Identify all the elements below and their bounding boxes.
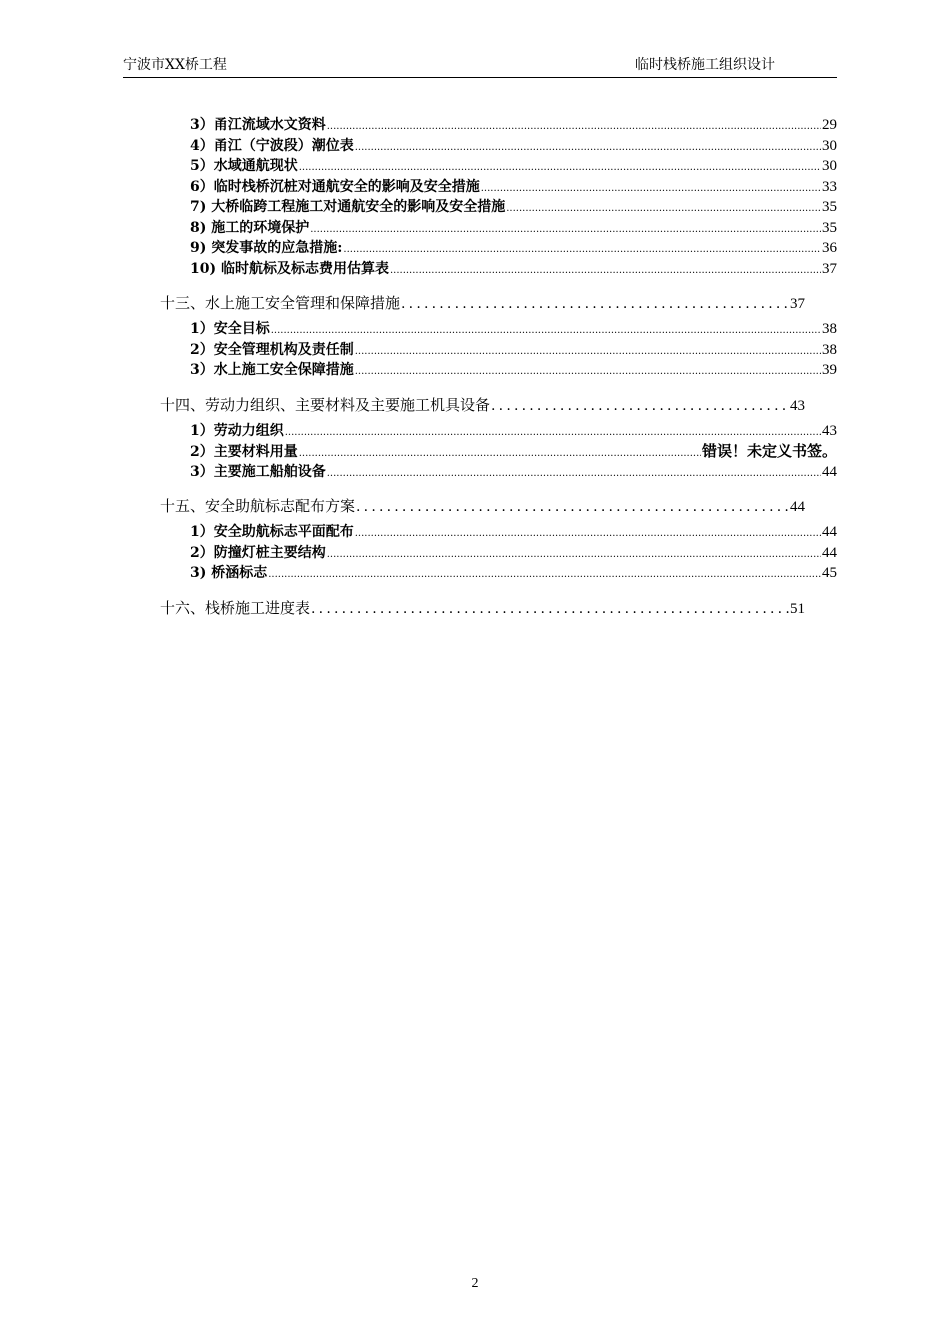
toc-entry-page: 30	[822, 158, 837, 174]
toc-entry[interactable]	[150, 360, 837, 381]
toc-leader-dots	[327, 464, 821, 485]
toc-section-label: 十三、水上施工安全管理和保障措施	[160, 294, 401, 312]
toc-entry-page: 37	[822, 260, 837, 277]
toc-entry[interactable]	[150, 462, 837, 483]
toc-leader-dots	[401, 292, 789, 316]
toc-entry-label: 7) 大桥临跨工程施工对通航安全的影响及安全措施	[190, 199, 506, 215]
toc-section-label: 十六、栈桥施工进度表	[160, 598, 311, 617]
toc-leader-dots	[356, 495, 789, 519]
toc-entry-page: 29	[822, 117, 837, 133]
toc-leader-dots	[327, 117, 821, 138]
toc-entry-page: 36	[822, 240, 837, 256]
toc-entry-label: 2）防撞灯桩主要结构	[190, 544, 326, 561]
toc-entry[interactable]	[150, 522, 837, 543]
toc-entry-label: 9) 突发事故的应急措施:	[190, 240, 343, 256]
toc-entry-label: 4）甬江（宁波段）潮位表	[190, 137, 354, 154]
toc-section-page: 51	[790, 600, 805, 617]
table-of-contents	[150, 115, 837, 624]
toc-entry-label: 1）安全助航标志平面配布	[190, 524, 354, 540]
toc-leader-dots	[271, 321, 821, 342]
toc-entry-label: 1）安全目标	[190, 321, 270, 337]
toc-section-label: 十四、劳动力组织、主要材料及主要施工机具设备	[160, 395, 491, 414]
toc-entry-label: 6）临时栈桥沉桩对通航安全的影响及安全措施	[190, 178, 480, 195]
toc-leader-dots	[355, 362, 821, 383]
toc-leader-dots	[491, 394, 789, 418]
toc-entry[interactable]	[150, 340, 837, 361]
toc-section-page: 43	[790, 397, 805, 414]
toc-entry-label: 2）安全管理机构及责任制	[190, 341, 354, 358]
toc-leader-dots	[285, 423, 821, 444]
toc-leader-dots	[299, 444, 701, 465]
header-project-title: 宁波市XX桥工程	[123, 57, 227, 73]
toc-entry[interactable]	[150, 259, 837, 280]
toc-leader-dots	[343, 240, 821, 261]
page-number: 2	[471, 1276, 479, 1291]
toc-entry[interactable]	[150, 197, 837, 218]
toc-entry-page: 39	[822, 362, 837, 378]
toc-section-14[interactable]	[150, 393, 805, 417]
toc-leader-dots	[311, 597, 789, 621]
toc-leader-dots	[299, 158, 821, 179]
toc-entry-page: 35	[822, 199, 837, 215]
toc-entry-label: 1）劳动力组织	[190, 422, 284, 439]
toc-leader-dots	[268, 565, 821, 586]
toc-leader-dots	[355, 138, 821, 159]
toc-section-page: 37	[790, 296, 805, 312]
toc-section-16[interactable]	[150, 596, 805, 620]
toc-leader-dots	[481, 179, 821, 200]
toc-entry[interactable]	[150, 563, 837, 584]
toc-entry[interactable]	[150, 218, 837, 239]
toc-section-page: 44	[790, 499, 805, 515]
toc-leader-dots	[506, 199, 821, 220]
toc-section-15[interactable]	[150, 494, 805, 518]
page-header	[123, 56, 837, 78]
toc-entry-label: 3）主要施工船舶设备	[190, 463, 326, 480]
toc-entry[interactable]	[150, 319, 837, 340]
toc-entry-page: 44	[822, 544, 837, 561]
toc-entry-page: 44	[822, 463, 837, 480]
toc-entry-label: 2）主要材料用量	[190, 444, 298, 460]
toc-leader-dots	[310, 220, 821, 241]
toc-section-label: 十五、安全助航标志配布方案	[160, 497, 356, 515]
toc-entry-page: 38	[822, 341, 837, 358]
toc-entry-label: 3）水上施工安全保障措施	[190, 362, 354, 378]
toc-leader-dots	[355, 342, 821, 363]
toc-entry[interactable]	[150, 156, 837, 177]
toc-entry-page: 45	[822, 565, 837, 581]
toc-entry[interactable]	[150, 421, 837, 442]
toc-entry-page: 44	[822, 524, 837, 540]
toc-entry-page: 33	[822, 178, 837, 195]
toc-entry-label: 3) 桥涵标志	[190, 565, 268, 581]
toc-entry[interactable]	[150, 238, 837, 259]
toc-leader-dots	[355, 524, 821, 545]
toc-entry-page: 30	[822, 137, 837, 154]
toc-entry-page: 43	[822, 422, 837, 439]
header-document-title: 临时栈桥施工组织设计	[635, 57, 775, 73]
toc-leader-dots	[327, 545, 821, 566]
toc-entry-label: 8) 施工的环境保护	[190, 219, 310, 236]
toc-entry[interactable]	[150, 115, 837, 136]
toc-leader-dots	[390, 261, 821, 282]
toc-entry[interactable]	[150, 177, 837, 198]
toc-entry-label: 3）甬江流域水文资料	[190, 117, 326, 133]
toc-entry[interactable]	[150, 543, 837, 564]
toc-entry[interactable]	[150, 136, 837, 157]
toc-entry-page: 38	[822, 321, 837, 337]
toc-entry-page-error: 错误！未定义书签。	[701, 442, 837, 460]
toc-entry-label: 5）水域通航现状	[190, 158, 298, 174]
toc-entry-label: 10) 临时航标及标志费用估算表	[190, 260, 389, 277]
toc-section-13[interactable]	[150, 291, 805, 315]
toc-entry[interactable]	[150, 441, 837, 462]
toc-entry-page: 35	[822, 219, 837, 236]
